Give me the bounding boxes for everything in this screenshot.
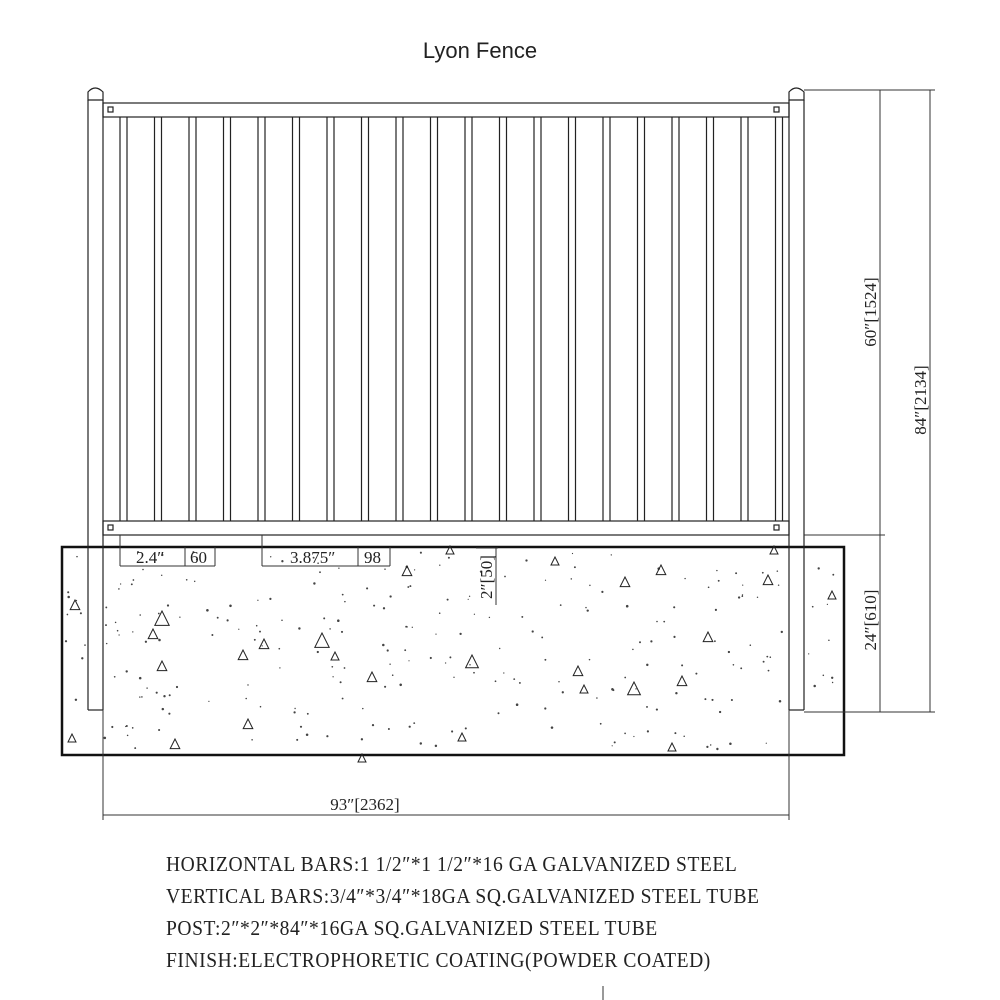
concrete-speckle xyxy=(342,698,344,700)
concrete-speckle xyxy=(647,730,649,732)
concrete-speckle xyxy=(139,696,140,697)
concrete-speckle xyxy=(211,634,213,636)
concrete-speckle xyxy=(614,741,616,743)
concrete-speckle xyxy=(259,631,261,633)
concrete-speckle xyxy=(503,672,504,673)
concrete-speckle xyxy=(673,636,675,638)
concrete-speckle xyxy=(453,677,454,678)
concrete-speckle xyxy=(114,676,116,678)
concrete-speckle xyxy=(194,581,195,582)
concrete-speckle xyxy=(731,699,733,701)
concrete-speckle xyxy=(778,584,779,585)
concrete-speckle xyxy=(251,739,253,741)
concrete-speckle xyxy=(307,713,309,715)
concrete-speckle xyxy=(740,667,742,669)
concrete-speckle xyxy=(596,697,598,699)
vertical-pickets xyxy=(120,117,783,521)
concrete-speckle xyxy=(298,627,300,629)
concrete-speckle xyxy=(827,604,828,605)
concrete-speckle xyxy=(445,662,446,663)
concrete-speckle xyxy=(683,735,685,737)
concrete-speckle xyxy=(118,634,119,635)
concrete-speckle xyxy=(75,699,77,701)
concrete-speckle xyxy=(729,742,732,745)
panel-height-label: 60″[1524] xyxy=(861,277,880,347)
concrete-speckle xyxy=(409,585,411,587)
spec-post: POST:2″*2″*84″*16GA SQ.GALVANIZED STEEL TUBE xyxy=(166,916,658,940)
concrete-speckle xyxy=(408,660,409,661)
concrete-speckle xyxy=(439,565,440,566)
concrete-speckle xyxy=(167,604,169,606)
concrete-speckle xyxy=(139,677,142,680)
concrete-speckle xyxy=(329,628,331,630)
concrete-speckle xyxy=(158,613,160,615)
concrete-speckle xyxy=(342,594,344,596)
right-post xyxy=(789,88,804,710)
concrete-speckle xyxy=(117,630,119,632)
concrete-speckle xyxy=(587,609,589,611)
concrete-speckle xyxy=(812,606,814,608)
concrete-speckle xyxy=(495,680,497,682)
concrete-speckle xyxy=(521,616,523,618)
aggregate-stone xyxy=(703,632,713,642)
concrete-speckle xyxy=(544,707,546,709)
concrete-speckle xyxy=(708,586,710,588)
concrete-speckle xyxy=(663,621,665,623)
concrete-speckle xyxy=(448,557,450,559)
concrete-speckle xyxy=(589,659,591,661)
concrete-speckle xyxy=(179,617,180,618)
concrete-speckle xyxy=(361,738,363,740)
concrete-speckle xyxy=(260,706,262,708)
concrete-speckle xyxy=(777,570,779,572)
concrete-speckle xyxy=(169,694,171,696)
concrete-speckle xyxy=(229,605,232,608)
concrete-speckle xyxy=(741,595,743,597)
concrete-speckle xyxy=(142,569,144,571)
concrete-speckle xyxy=(317,651,319,653)
concrete-speckle xyxy=(430,657,432,659)
concrete-speckle xyxy=(168,713,170,715)
concrete-speckle xyxy=(525,559,527,561)
concrete-speckle xyxy=(163,695,165,697)
concrete-speckle xyxy=(562,691,564,693)
concrete-speckle xyxy=(704,698,706,700)
concrete-speckle xyxy=(635,688,636,689)
concrete-speckle xyxy=(451,730,453,732)
concrete-speckle xyxy=(319,571,321,573)
aggregate-stone xyxy=(155,611,169,625)
concrete-speckle xyxy=(716,570,717,571)
concrete-speckle xyxy=(313,582,315,584)
concrete-speckle xyxy=(646,706,648,708)
concrete-speckle xyxy=(519,682,521,684)
concrete-speckle xyxy=(389,595,391,597)
buried-depth-label: 24″[610] xyxy=(861,589,880,651)
concrete-speckle xyxy=(161,575,162,576)
concrete-speckle xyxy=(245,698,247,700)
left-post xyxy=(88,88,103,710)
bottom-gap-mm-label: 60 xyxy=(190,548,207,567)
concrete-speckle xyxy=(270,556,271,557)
aggregate-stone xyxy=(243,719,253,729)
concrete-speckle xyxy=(611,554,612,555)
concrete-speckle xyxy=(469,596,470,597)
concrete-speckle xyxy=(362,708,363,709)
concrete-speckle xyxy=(624,677,626,679)
bottom-rail xyxy=(103,521,789,535)
concrete-speckle xyxy=(560,604,562,606)
concrete-speckle xyxy=(489,617,490,618)
concrete-speckle xyxy=(465,727,467,729)
concrete-speckle xyxy=(84,644,86,646)
concrete-speckle xyxy=(162,708,164,710)
concrete-speckle xyxy=(186,579,188,581)
concrete-speckle xyxy=(389,663,390,664)
concrete-speckle xyxy=(278,648,280,650)
concrete-speckle xyxy=(728,651,730,653)
bottom-gap-label: 2.4″ xyxy=(136,548,165,567)
concrete-speckle xyxy=(279,667,280,668)
concrete-speckle xyxy=(407,586,409,588)
concrete-speckle xyxy=(256,625,258,627)
aggregate-stone xyxy=(656,565,666,575)
concrete-speckle xyxy=(435,633,436,634)
concrete-speckle xyxy=(781,631,783,633)
spec-horizontal-bars: HORIZONTAL BARS:1 1/2″*1 1/2″*16 GA GALVANIZED STEEL xyxy=(166,852,738,876)
concrete-speckle xyxy=(300,726,302,728)
concrete-speckle xyxy=(735,572,737,574)
concrete-speckle xyxy=(742,585,743,586)
concrete-speckle xyxy=(646,664,648,666)
concrete-speckle xyxy=(387,649,389,651)
concrete-speckle xyxy=(551,726,554,729)
aggregate-stone xyxy=(259,639,269,649)
ground-clearance-label: 2″[50] xyxy=(477,555,496,599)
concrete-speckle xyxy=(558,681,559,682)
overall-width-dimension xyxy=(103,710,789,820)
concrete-speckle xyxy=(626,605,629,608)
concrete-speckle xyxy=(158,639,161,642)
concrete-speckle xyxy=(571,578,573,580)
concrete-speckle xyxy=(281,620,283,622)
concrete-speckle xyxy=(766,743,767,744)
concrete-speckle xyxy=(675,692,677,694)
aggregate-stone xyxy=(677,676,687,686)
concrete-speckle xyxy=(294,708,295,709)
concrete-speckle xyxy=(589,585,590,586)
concrete-speckle xyxy=(762,572,764,574)
concrete-speckle xyxy=(217,617,219,619)
concrete-speckle xyxy=(384,568,386,570)
concrete-speckle xyxy=(474,614,475,615)
concrete-speckle xyxy=(585,607,586,608)
aggregate-stone xyxy=(628,682,641,695)
concrete-speckle xyxy=(67,614,69,616)
concrete-speckle xyxy=(541,636,543,638)
picket-spacing-mm-label: 98 xyxy=(364,548,381,567)
concrete-speckle xyxy=(366,587,368,589)
concrete-speckle xyxy=(532,630,534,632)
concrete-speckle xyxy=(818,567,820,569)
concrete-speckle xyxy=(768,670,770,672)
concrete-speckle xyxy=(134,747,136,749)
concrete-speckle xyxy=(306,733,309,736)
concrete-speckle xyxy=(254,639,256,641)
concrete-speckle xyxy=(296,739,298,741)
concrete-speckle xyxy=(750,644,752,646)
concrete-speckle xyxy=(111,726,113,728)
concrete-speckle xyxy=(206,609,209,612)
concrete-speckle xyxy=(612,745,613,746)
concrete-speckle xyxy=(105,606,107,608)
concrete-speckle xyxy=(695,673,697,675)
concrete-speckle xyxy=(473,672,475,674)
concrete-speckle xyxy=(711,699,713,701)
concrete-speckle xyxy=(766,656,768,658)
concrete-speckle xyxy=(146,687,147,688)
concrete-speckle xyxy=(105,624,107,626)
concrete-speckle xyxy=(624,733,626,735)
concrete-speckle xyxy=(158,729,160,731)
aggregate-stone xyxy=(367,672,377,682)
concrete-speckle xyxy=(779,700,782,703)
concrete-speckle xyxy=(131,583,133,585)
spec-vertical-bars: VERTICAL BARS:3/4″*3/4″*18GA SQ.GALVANIZED STEEL TUBE xyxy=(166,884,760,908)
concrete-speckle xyxy=(341,631,343,633)
concrete-speckle xyxy=(382,644,385,647)
concrete-speckle xyxy=(141,696,143,698)
aggregate-stone xyxy=(580,685,588,693)
concrete-speckle xyxy=(340,681,342,683)
concrete-speckle xyxy=(544,659,546,661)
top-rail xyxy=(103,103,789,117)
concrete-speckle xyxy=(633,736,634,737)
concrete-speckle xyxy=(269,598,271,600)
aggregate-stone xyxy=(157,661,167,671)
concrete-speckle xyxy=(281,560,283,562)
concrete-speckle xyxy=(332,676,333,677)
concrete-speckle xyxy=(757,597,758,598)
aggregate-stone xyxy=(668,743,676,751)
concrete-speckle xyxy=(632,649,634,651)
overall-width-label: 93″[2362] xyxy=(330,795,400,814)
concrete-speckle xyxy=(388,728,390,730)
aggregate-stone xyxy=(331,652,339,660)
concrete-speckle xyxy=(176,686,178,688)
concrete-speckle xyxy=(156,692,158,694)
aggregate-stone xyxy=(148,629,158,639)
concrete-speckle xyxy=(504,576,506,578)
concrete-speckle xyxy=(831,677,833,679)
concrete-speckle xyxy=(106,643,107,644)
concrete-speckle xyxy=(392,674,394,676)
concrete-speckle xyxy=(262,645,263,646)
concrete-speckle xyxy=(65,640,67,642)
concrete-speckle xyxy=(715,609,717,611)
concrete-speckle xyxy=(127,735,129,737)
concrete-speckle xyxy=(459,633,461,635)
concrete-speckle xyxy=(413,722,415,724)
concrete-speckle xyxy=(407,626,408,627)
concrete-speckle xyxy=(126,670,128,672)
concrete-speckle xyxy=(738,596,740,598)
concrete-speckle xyxy=(384,686,386,688)
concrete-speckle xyxy=(611,688,614,691)
aggregate-stone xyxy=(573,666,583,676)
aggregate-stone xyxy=(620,577,630,587)
concrete-speckle xyxy=(601,591,603,593)
concrete-speckle xyxy=(67,596,70,599)
concrete-speckle xyxy=(710,744,711,745)
concrete-speckle xyxy=(763,661,765,663)
concrete-speckle xyxy=(832,682,833,683)
concrete-speckle xyxy=(439,612,441,614)
concrete-speckle xyxy=(468,599,469,600)
concrete-speckle xyxy=(716,748,718,750)
aggregate-stone xyxy=(466,655,479,668)
concrete-speckle xyxy=(516,703,519,706)
concrete-speckle xyxy=(404,649,406,651)
concrete-speckle xyxy=(132,727,134,729)
concrete-speckle xyxy=(139,614,141,616)
concrete-speckle xyxy=(572,553,573,554)
concrete-speckle xyxy=(674,732,676,734)
concrete-speckle xyxy=(208,701,209,702)
concrete-speckle xyxy=(344,667,346,669)
concrete-speckle xyxy=(545,580,546,581)
concrete-speckle xyxy=(373,605,375,607)
concrete-speckle xyxy=(115,622,117,624)
concrete-speckle xyxy=(326,735,328,737)
drawing-title: Lyon Fence xyxy=(422,38,538,63)
concrete-footing xyxy=(62,547,844,755)
concrete-speckle xyxy=(337,619,340,622)
concrete-speckle xyxy=(120,583,121,584)
aggregate-stone xyxy=(828,591,836,599)
concrete-speckle xyxy=(133,579,135,581)
picket-spacing-label: 3.875″ xyxy=(290,548,336,567)
concrete-speckle xyxy=(125,726,126,727)
concrete-speckle xyxy=(813,685,816,688)
concrete-speckle xyxy=(574,566,576,568)
aggregate-stone xyxy=(763,575,773,585)
concrete-speckle xyxy=(449,656,451,658)
concrete-speckle xyxy=(372,724,374,726)
concrete-texture xyxy=(65,551,834,750)
aggregate-stone xyxy=(170,739,180,749)
concrete-speckle xyxy=(498,712,500,714)
concrete-speckle xyxy=(104,737,107,740)
post-height-label: 84″[2134] xyxy=(911,365,930,435)
concrete-speckle xyxy=(80,612,82,614)
concrete-aggregate-marks xyxy=(68,546,836,762)
concrete-speckle xyxy=(145,641,147,643)
concrete-speckle xyxy=(733,664,735,666)
concrete-speckle xyxy=(132,631,133,632)
concrete-speckle xyxy=(338,568,339,569)
concrete-speckle xyxy=(118,588,120,590)
concrete-speckle xyxy=(412,627,413,628)
concrete-speckle xyxy=(650,640,652,642)
concrete-speckle xyxy=(344,601,346,603)
concrete-speckle xyxy=(684,578,685,579)
concrete-speckle xyxy=(81,657,83,659)
concrete-speckle xyxy=(639,641,641,643)
concrete-speckle xyxy=(513,678,515,680)
concrete-speckle xyxy=(673,606,675,608)
concrete-speckle xyxy=(469,664,471,666)
aggregate-stone xyxy=(68,734,76,742)
concrete-speckle xyxy=(447,599,449,601)
concrete-speckle xyxy=(770,656,772,658)
concrete-speckle xyxy=(832,574,834,576)
concrete-speckle xyxy=(420,552,422,554)
concrete-speckle xyxy=(719,711,721,713)
concrete-speckle xyxy=(718,580,720,582)
aggregate-stone xyxy=(70,600,80,610)
concrete-speckle xyxy=(399,684,402,687)
concrete-speckle xyxy=(414,569,415,570)
concrete-speckle xyxy=(600,723,602,725)
aggregate-stone xyxy=(551,557,559,565)
concrete-speckle xyxy=(227,619,229,621)
concrete-speckle xyxy=(420,742,422,744)
concrete-speckle xyxy=(67,591,69,593)
concrete-speckle xyxy=(238,629,239,630)
concrete-speckle xyxy=(247,684,248,685)
concrete-speckle xyxy=(823,675,825,677)
concrete-speckle xyxy=(656,621,658,623)
concrete-speckle xyxy=(808,653,809,654)
concrete-speckle xyxy=(331,666,333,668)
spec-finish: FINISH:ELECTROPHORETIC COATING(POWDER COATED) xyxy=(166,948,711,972)
aggregate-stone xyxy=(458,733,466,741)
concrete-speckle xyxy=(435,745,437,747)
concrete-speckle xyxy=(828,639,830,641)
concrete-speckle xyxy=(656,709,658,711)
aggregate-stone xyxy=(315,633,329,647)
concrete-speckle xyxy=(499,648,500,649)
concrete-speckle xyxy=(714,640,716,642)
concrete-speckle xyxy=(409,726,411,728)
concrete-speckle xyxy=(681,664,683,666)
concrete-speckle xyxy=(293,711,295,713)
concrete-speckle xyxy=(706,746,708,748)
concrete-speckle xyxy=(323,617,325,619)
aggregate-stone xyxy=(238,650,248,660)
concrete-speckle xyxy=(76,556,78,558)
concrete-speckle xyxy=(257,600,258,601)
concrete-speckle xyxy=(383,607,385,609)
